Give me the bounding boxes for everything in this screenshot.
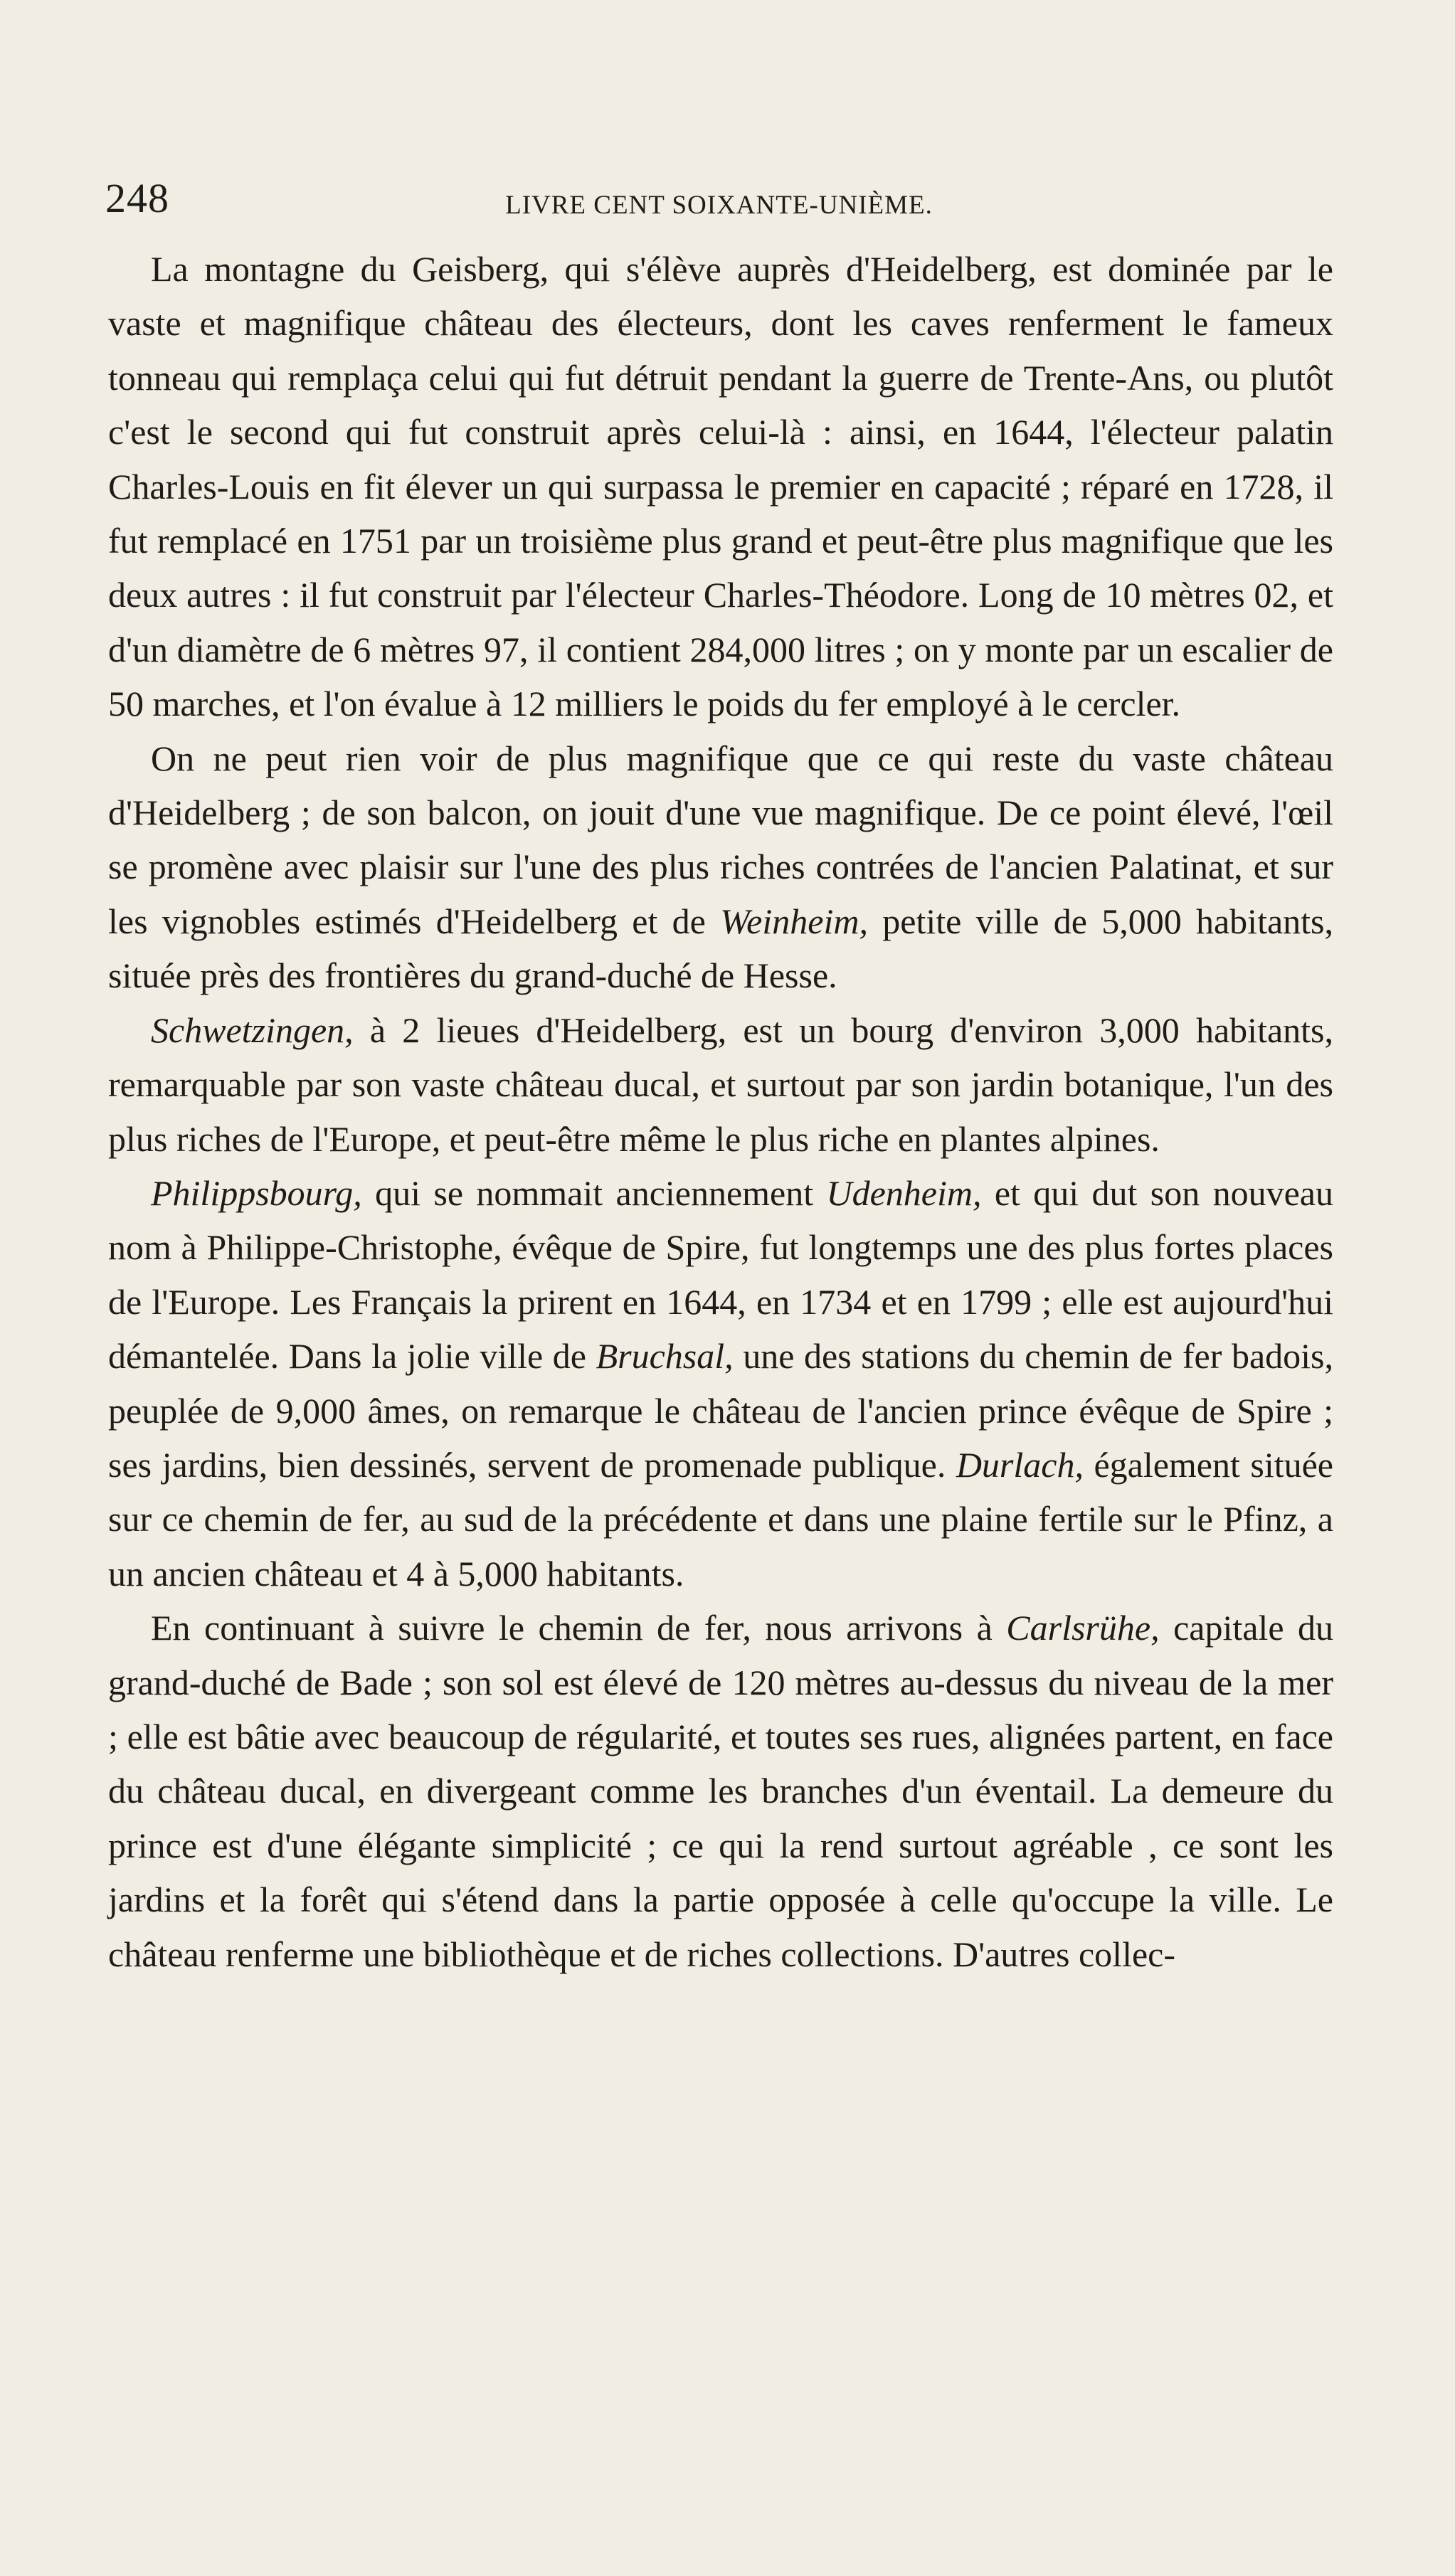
text-segment: petite ville de 5,000 habitants, située près des frontières du grand-duché de Hesse. xyxy=(108,901,1333,996)
paragraph xyxy=(108,1166,1333,1601)
place-name: Bruchsal, xyxy=(596,1336,734,1377)
running-title: LIVRE CENT SOIXANTE-UNIÈME. xyxy=(505,191,933,220)
place-name: Durlach, xyxy=(956,1444,1084,1485)
body-text xyxy=(108,242,1333,1981)
text-segment: à 2 lieues d'Heidelberg, est un bourg d'environ 3,000 habitants, remarquable par son vaste château ducal, et surtout par son jardin botanique, l'un des plus riches de l'Europe, et peut-être même le plus riche en plantes alpines. xyxy=(108,1009,1333,1159)
paragraph xyxy=(108,242,1333,731)
page-number: 248 xyxy=(105,175,169,221)
paragraph xyxy=(108,1003,1333,1166)
text-segment: également située sur ce chemin de fer, au sud de la précédente et dans une plaine fertile sur le Pfinz, a un ancien château et 4 à 5,000 habitants. xyxy=(108,1444,1333,1594)
text-segment: une des stations du chemin de fer badois, peuplée de 9,000 âmes, on remarque le château de l'ancien prince évêque de Spire ; ses jardins, bien dessinés, servent de promenade publique. xyxy=(108,1336,1333,1485)
text-segment: qui se nommait anciennement xyxy=(361,1172,827,1213)
paragraph xyxy=(108,1601,1333,1981)
page-header xyxy=(105,174,1333,231)
text-segment: On ne peut rien voir de plus magnifique que ce qui reste du vaste château d'Heidelberg ; de son balcon, on jouit d'une vue magnifique. De ce point élevé, l'œil se promène avec plaisir sur l'une des plus riches contrées de l'ancien Palatinat, et sur les vignobles estimés d'Heidelberg et de xyxy=(108,738,1333,941)
place-name: Schwetzingen, xyxy=(151,1009,354,1050)
text-segment: En continuant à suivre le chemin de fer, nous arrivons à xyxy=(151,1608,1007,1648)
paragraph xyxy=(108,731,1333,1003)
text-segment: capitale du grand-duché de Bade ; son sol est élevé de 120 mètres au-dessus du niveau de la mer ; elle est bâtie avec beaucoup de régularité, et toutes ses rues, alignées partent, en face du château ducal, en divergeant comme les branches d'un éventail. La demeure du prince est d'une élégante simplicité ; ce qui la rend surtout agréable , ce sont les jardins et la forêt qui s'étend dans la partie opposée à celle qu'occupe la ville. Le château renferme une bibliothèque et de riches collections. D'autres collec- xyxy=(108,1608,1333,1974)
text-segment: La montagne du Geisberg, qui s'élève auprès d'Heidelberg, est dominée par le vaste et magnifique château des électeurs, dont les caves renferment le fameux tonneau qui remplaça celui qui fut détruit pendant la guerre de Trente-Ans, ou plutôt c'est le second qui fut construit après celui-là : ainsi, en 1644, l'électeur palatin Charles-Louis en fit élever un qui surpassa le premier en capacité ; réparé en 1728, il fut remplacé en 1751 par un troisième plus grand et peut-être plus magnifique que les deux autres : il fut construit par l'électeur Charles-Théodore. Long de 10 mètres 02, et d'un diamètre de 6 mètres 97, il contient 284,000 litres ; on y monte par un escalier de 50 marches, et l'on évalue à 12 milliers le poids du fer employé à le cercler. xyxy=(108,249,1333,724)
place-name: Carlsrühe, xyxy=(1006,1608,1160,1648)
text-segment: et qui dut son nouveau nom à Philippe-Christophe, évêque de Spire, fut longtemps une des plus fortes places de l'Europe. Les Français la prirent en 1644, en 1734 et en 1799 ; elle est aujourd'hui démantelée. Dans la jolie ville de xyxy=(108,1172,1333,1377)
place-name: Udenheim, xyxy=(826,1172,982,1213)
place-name: Philippsbourg, xyxy=(151,1172,362,1213)
place-name: Weinheim, xyxy=(720,901,868,941)
